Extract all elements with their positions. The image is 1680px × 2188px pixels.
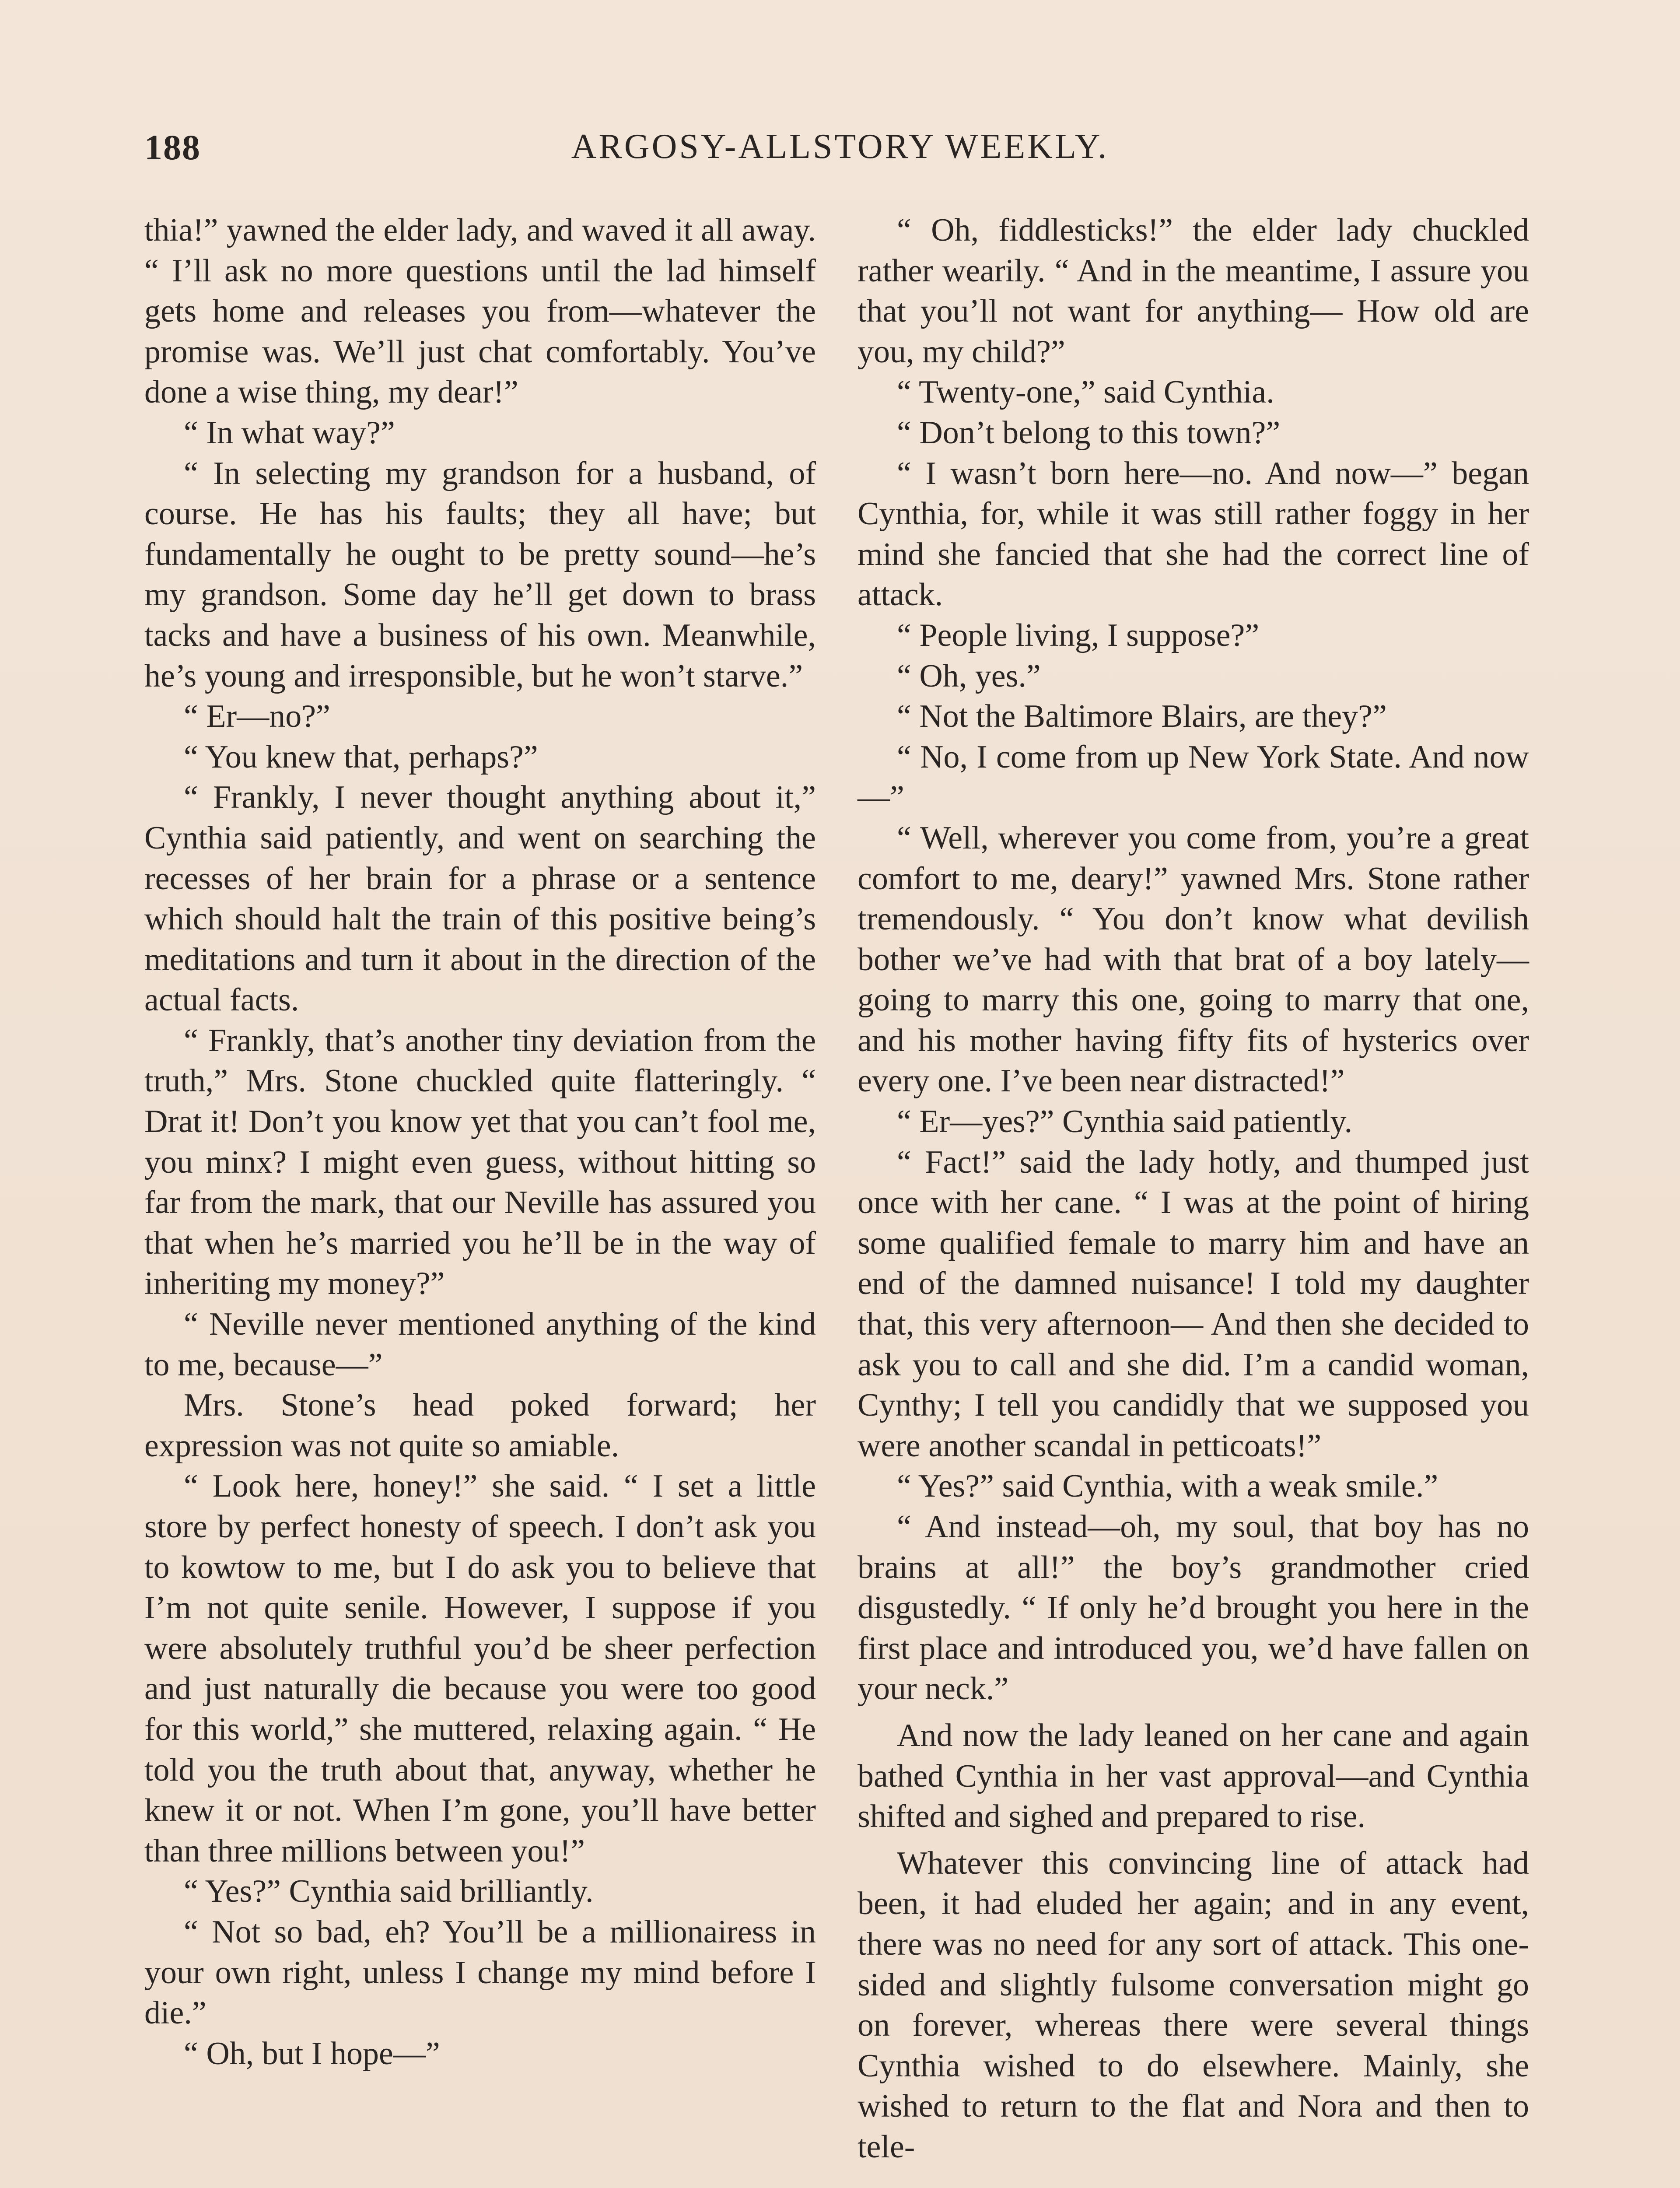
paragraph: “ Frankly, that’s another tiny deviation from the truth,” Mrs. Stone chuckled quite flatteringly. “ Drat it! Don’t you know yet that you can’t fool me, you minx? I might even guess, without hitting so far from the mark, that our Neville has assured you that when he’s married you he’ll be in the way of inheriting my money?” xyxy=(144,1022,816,1302)
paragraph: “ You knew that, perhaps?” xyxy=(184,739,538,775)
paragraph: “ Not the Baltimore Blairs, are they?” xyxy=(897,698,1387,735)
paragraph: “ Well, wherever you come from, you’re a great comfort to me, deary!” yawned Mrs. Stone rather tremendously. “ You don’t know what devilish bother we’ve had with that brat of a boy lately—going to marry this one, going to marry that one, and his mother having fifty fits of hysterics over every one. I’ve been near distracted!” xyxy=(858,820,1529,1099)
page-number: 188 xyxy=(144,127,201,167)
paragraph: “ Er—yes?” Cynthia said patiently. xyxy=(897,1104,1353,1140)
paragraph: “ And instead—oh, my soul, that boy has no brains at all!” the boy’s grandmother cried disgustedly. “ If only he’d brought you here in the first place and introduced you, we’d have fallen on your neck.” xyxy=(858,1509,1529,1707)
paragraph: “ Oh, fiddlesticks!” the elder lady chuckled rather wearily. “ And in the meantime, I assure you that you’ll not want for anything— How old are you, my child?” xyxy=(858,212,1529,370)
paragraph: Mrs. Stone’s head poked forward; her expression was not quite so amiable. xyxy=(144,1387,816,1464)
paragraph: Whatever this convincing line of attack had been, it had eluded her again; and in any event, there was no need for any sort of attack. This one-sided and slightly fulsome conversation might go on forever, whereas there were several things Cynthia wished to do elsewhere. Mainly, she wished to return to the flat and Nora and then to tele- xyxy=(858,1845,1529,2165)
paragraph: “ Not so bad, eh? You’ll be a millionairess in your own right, unless I change my mind before I die.” xyxy=(144,1914,816,2031)
paragraph: “ Neville never mentioned anything of the kind to me, because—” xyxy=(144,1306,816,1383)
paragraph: “ Twenty-one,” said Cynthia. xyxy=(897,374,1274,410)
paragraph: “ Fact!” said the lady hotly, and thumped just once with her cane. “ I was at the point of hiring some qualified female to marry him and have an end of the damned nuisance! I told my daughter that, this very afternoon— And then she decided to ask you to call and she did. I’m a candid woman, Cynthy; I tell you candidly that we supposed you were another scandal in petticoats!” xyxy=(858,1144,1529,1464)
paragraph: “ Er—no?” xyxy=(184,698,330,735)
paragraph: thia!” yawned the elder lady, and waved it all away. “ I’ll ask no more questions until the lad himself gets home and releases you from—whatever the promise was. We’ll just chat comfortably. You’ve done a wise thing, my dear!” xyxy=(144,212,816,410)
paragraph: “ Oh, but I hope—” xyxy=(184,2035,440,2072)
right-column xyxy=(858,210,1529,2167)
paragraph: And now the lady leaned on her cane and again bathed Cynthia in her vast approval—and Cynthia shifted and sighed and prepared to rise. xyxy=(858,1717,1529,1835)
paragraph: “ Don’t belong to this town?” xyxy=(897,414,1281,451)
paragraph: “ Frankly, I never thought anything about it,” Cynthia said patiently, and went on searching the recesses of her brain for a phrase or a sentence which should halt the train of this positive being’s meditations and turn it about in the direction of the actual facts. xyxy=(144,779,816,1018)
paragraph: “ Oh, yes.” xyxy=(897,658,1041,694)
paragraph: “ In selecting my grandson for a husband, of course. He has his faults; they all have; but fundamentally he ought to be pretty sound—he’s my grandson. Some day he’ll get down to brass tacks and have a business of his own. Meanwhile, he’s young and irresponsible, but he won’t starve.” xyxy=(144,455,816,694)
page-header xyxy=(144,127,1536,175)
paragraph: “ Yes?” Cynthia said brilliantly. xyxy=(184,1873,594,1910)
paragraph: “ Look here, honey!” she said. “ I set a little store by perfect honesty of speech. I don’t ask you to kowtow to me, but I do ask you to believe that I’m not quite senile. However, I suppose if you were absolutely truthful you’d be sheer perfection and just naturally die because you were too good for this world,” she muttered, relaxing again. “ He told you the truth about that, anyway, whether he knew it or not. When I’m gone, you’ll have better than three millions between you!” xyxy=(144,1468,816,1869)
paragraph: “ People living, I suppose?” xyxy=(897,617,1260,653)
running-head: ARGOSY-ALLSTORY WEEKLY. xyxy=(571,127,1109,166)
left-column xyxy=(144,210,816,2074)
paragraph: “ No, I come from up New York State. And now—” xyxy=(858,739,1529,816)
paragraph: “ In what way?” xyxy=(184,414,395,451)
paragraph: “ Yes?” said Cynthia, with a weak smile.” xyxy=(897,1468,1438,1504)
paragraph: “ I wasn’t born here—no. And now—” began Cynthia, for, while it was still rather foggy in her mind she fancied that she had the correct line of attack. xyxy=(858,455,1529,613)
